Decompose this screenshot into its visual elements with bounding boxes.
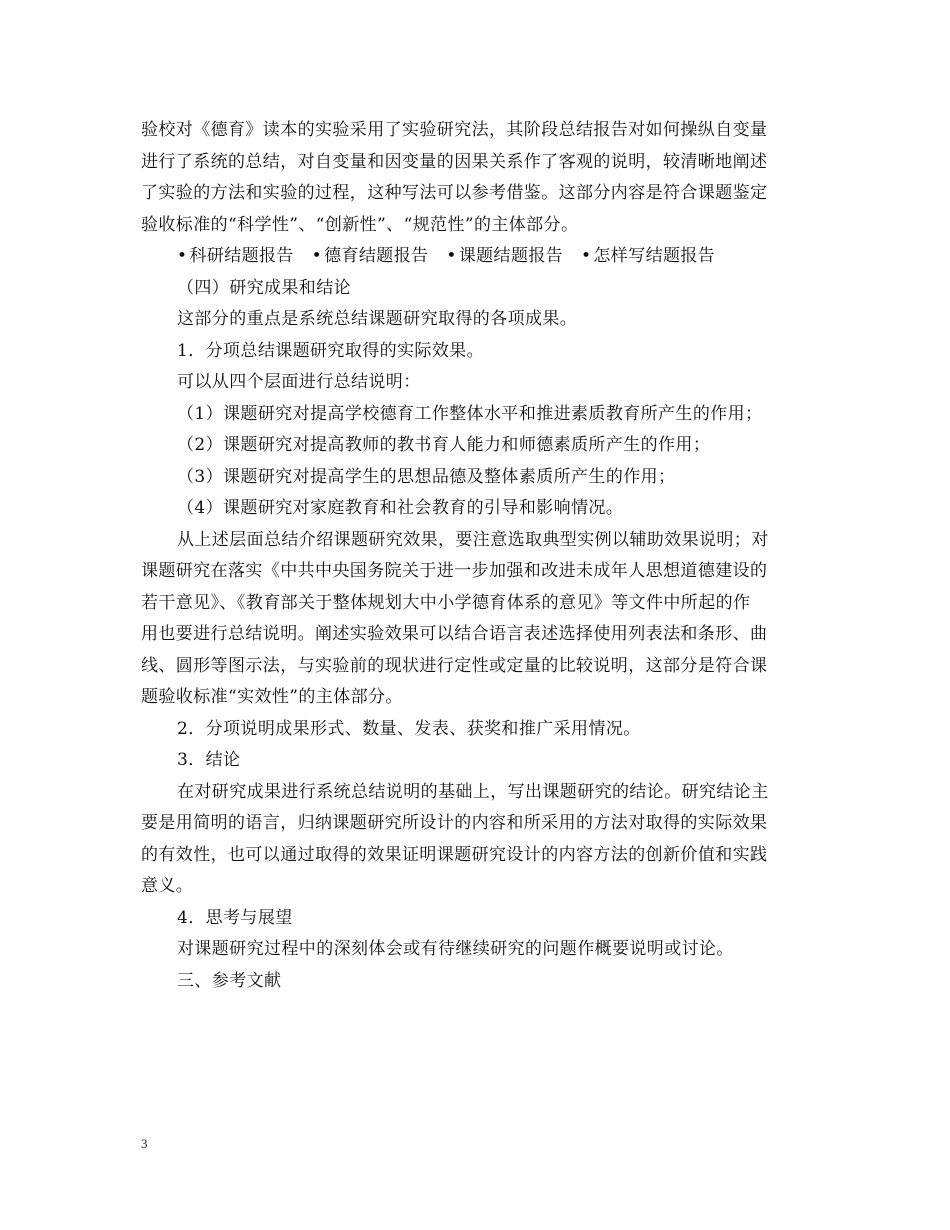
bullet-icon: •: [177, 246, 188, 266]
conclusion-line: 要是用简明的语言，归纳课题研究所设计的内容和所采用的方法对取得的实际效果: [141, 813, 768, 833]
level-item-2: （2）课题研究对提高教师的教书育人能力和师德素质所产生的作用；: [177, 435, 711, 455]
section-four-heading: （四）研究成果和结论: [177, 277, 351, 298]
conclusion-paragraph: [141, 777, 813, 903]
effect-line: 若干意见》、《教育部关于整体规划大中小学德育体系的意见》等文件中所起的作: [141, 592, 751, 613]
item-1-intro: 可以从四个层面进行总结说明：: [177, 372, 421, 392]
item-4-text: 对课题研究过程中的深刻体会或有待继续研究的问题作概要说明或讨论。: [177, 939, 734, 959]
intro-line: 进行了系统的总结，对自变量和因变量的因果关系作了客观的说明，较清晰地阐述: [141, 151, 768, 172]
page-number: 3: [141, 1136, 148, 1151]
section-four-intro: 这部分的重点是系统总结课题研究取得的各项成果。: [177, 309, 578, 329]
effect-paragraph: [141, 525, 813, 714]
related-links-row: [141, 241, 813, 273]
related-link-moral-education-report[interactable]: [312, 246, 429, 266]
level-item-4: （4）课题研究对家庭教育和社会教育的引导和影响情况。: [177, 498, 624, 518]
related-link-label: 科研结题报告: [189, 246, 294, 266]
effect-line: 课题研究在落实《中共中央国务院关于进一步加强和改进未成年人思想道德建设的: [141, 561, 768, 581]
effect-line: 题验收标准“实效性”的主体部分。: [141, 687, 403, 707]
item-4-heading: 4．思考与展望: [177, 907, 293, 928]
bullet-icon: •: [446, 246, 457, 266]
related-link-project-report[interactable]: [446, 246, 563, 266]
effect-line: 线、圆形等图示法，与实验前的现状进行定性或定量的比较说明，这部分是符合课: [141, 655, 768, 676]
item-3-heading: 3．结论: [177, 750, 241, 770]
intro-line: 验校对《德育》读本的实验采用了实验研究法，其阶段总结报告对如何操纵自变量: [141, 120, 768, 140]
related-link-how-to-write-report[interactable]: [581, 246, 715, 266]
document-body: [141, 115, 813, 997]
section-three-heading: 三、参考文献: [177, 970, 282, 991]
conclusion-line: 的有效性，也可以通过取得的效果证明课题研究设计的内容方法的创新价值和实践: [141, 844, 768, 865]
related-link-research-report[interactable]: [177, 246, 294, 266]
level-item-3: （3）课题研究对提高学生的思想品德及整体素质所产生的作用；: [177, 466, 676, 487]
conclusion-line: 意义。: [141, 876, 194, 896]
effect-line: 从上述层面总结介绍课题研究效果，要注意选取典型实例以辅助效果说明；对: [177, 529, 769, 550]
effect-line: 用也要进行总结说明。阐述实验效果可以结合语言表述选择使用列表法和条形、曲: [141, 624, 768, 644]
item-2-heading: 2．分项说明成果形式、数量、发表、获奖和推广采用情况。: [177, 718, 641, 739]
intro-paragraph: [141, 115, 813, 241]
conclusion-line: 在对研究成果进行系统总结说明的基础上，写出课题研究的结论。研究结论主: [177, 781, 769, 802]
level-item-1: （1）课题研究对提高学校德育工作整体水平和推进素质教育所产生的作用；: [177, 403, 763, 424]
bullet-icon: •: [580, 246, 592, 266]
related-link-label: 课题结题报告: [458, 246, 564, 266]
item-1-heading: 1．分项总结课题研究取得的实际效果。: [177, 340, 485, 361]
bullet-icon: •: [311, 246, 323, 266]
intro-line: 了实验的方法和实验的过程，这种写法可以参考借鉴。这部分内容是符合课题鉴定: [141, 183, 768, 203]
related-link-label: 怎样写结题报告: [593, 246, 716, 266]
related-link-label: 德育结题报告: [324, 246, 429, 266]
intro-line: 验收标准的“科学性”、“创新性”、“规范性”的主体部分。: [141, 214, 579, 235]
